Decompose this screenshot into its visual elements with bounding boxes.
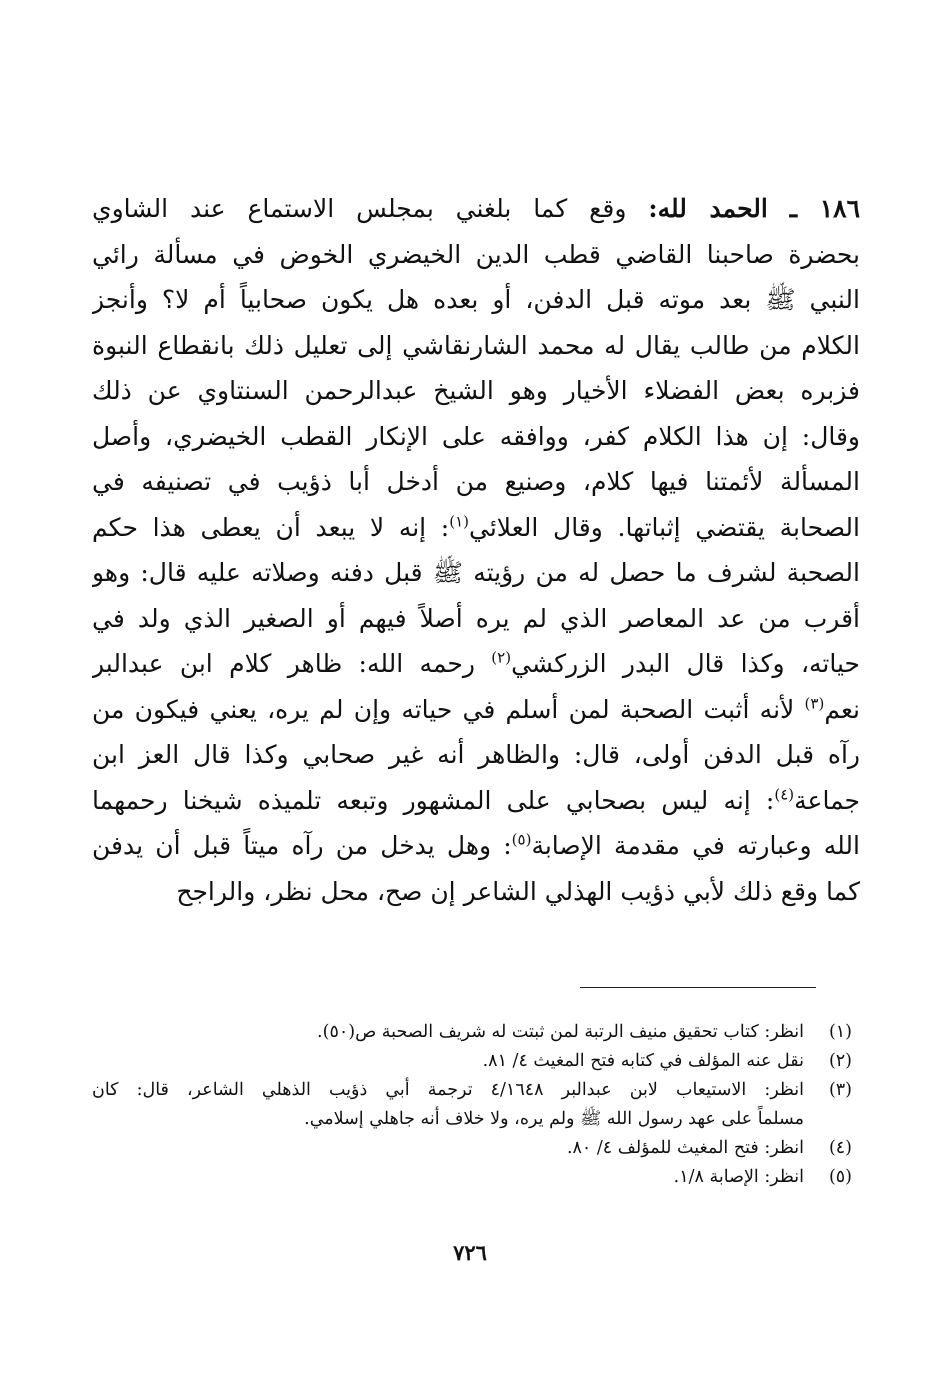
line-text: الله وعبارته في مقدمة الإصابة [531,831,860,860]
footnote-line: نقل عنه المؤلف في كتابه فتح المغيث ٤/ ٨١. [482,1051,804,1071]
line-text: رحمه الله: ظاهر كلام ابن عبدالبر [92,649,475,678]
line-text: : وهل يدخل من رآه ميتاً قبل أن يدفن [92,831,512,860]
line-text: حياته، وكذا قال البدر الزركشي [511,649,860,678]
footnote-text [92,1163,804,1192]
footnote-marker-2[interactable]: (٢) [491,648,512,667]
footnote-separator [580,987,816,988]
line-text: جماعة [794,785,860,815]
page-number: ٧٢٦ [453,1240,487,1265]
footnote-text [92,1047,804,1076]
footnote-2 [92,1047,852,1076]
entry-number: ١٨٦ ـ [789,194,860,223]
line-text: : إنه لا يبعد أن يعطى هذا حكم [92,512,450,542]
line-text: لأنه أثبت الصحبة لمن أسلم في حياته وإن لم يره، يعني فيكون من [92,694,795,724]
footnote-marker-4[interactable]: (٤) [774,785,795,804]
line-text: : إنه ليس بصحابي على المشهور وتبعه تلميذه شيخنا رحمهما [92,785,775,815]
text-line-3: النبي ﷺ بعد موته قبل الدفن، أو بعده هل يكون صحابياً أم لا؟ وأنجز [92,285,860,314]
footnote-number: (٥) [828,1167,852,1187]
footnote-line: انظر: الإصابة ١/٨. [673,1167,804,1187]
text-line-16: كما وقع ذلك لأبي ذؤيب الهذلي الشاعر إن صح، محل نظر، والراجح [176,876,860,906]
text-line-12 [92,687,860,733]
footnote-number: (٤) [828,1138,852,1158]
footnote-text [92,1076,804,1134]
footnote-4 [92,1134,852,1163]
text-line-14 [92,778,860,824]
text-line-11 [92,641,860,687]
line-text: نعم [824,694,860,724]
footnote-5 [92,1163,852,1192]
footnote-line: انظر: الاستيعاب لابن عبدالبر ٤/١٦٤٨ ترجمة أبي ذؤيب الذهلي الشاعر، قال: كان [92,1080,804,1100]
entry-heading: الحمد لله: [648,194,768,223]
text-line-4: الكلام من طالب يقال له محمد الشارنقاشي إلى تعليل ذلك بانقطاع النبوة [92,330,860,360]
footnote-number: (٢) [828,1051,852,1071]
text-line-10: أقرب من عد المعاصر الذي لم يره أصلاً فيهم أو الصغير الذي ولد في [92,603,860,633]
text-line-8 [92,505,860,551]
text-line-9: الصحبة لشرف ما حصل له من رؤيته ﷺ قبل دفنه وصلاته عليه قال: وهو [92,558,860,587]
footnote-marker-3[interactable]: (٣) [804,694,825,713]
footnote-line: مسلماً على عهد رسول الله ﷺ ولم يره، ولا خلاف أنه جاهلي إسلامي. [304,1109,804,1129]
footnotes-section [92,1018,852,1192]
line-text: الصحابة يقتضي إثباتها. وقال العلائي [469,512,860,542]
footnote-text [92,1018,804,1047]
footnote-1 [92,1018,852,1047]
footnote-number: (١) [828,1022,852,1042]
footnote-marker-1[interactable]: (١) [449,512,470,531]
footnote-text [92,1134,804,1163]
text-line-5: فزبره بعض الفضلاء الأخيار وهو الشيخ عبدالرحمن السنتاوي عن ذلك [92,376,860,405]
footnote-line: انظر: كتاب تحقيق منيف الرتبة لمن ثبتت له شريف الصحبة ص(٥٠). [317,1022,804,1042]
footnote-line: انظر: فتح المغيث للمؤلف ٤/ ٨٠. [566,1138,804,1158]
text-line-13: رآه قبل الدفن أولى، قال: والظاهر أنه غير صحابي وكذا قال العز ابن [92,740,860,769]
line-text: وقع كما بلغني بمجلس الاستماع عند الشاوي [92,194,627,223]
text-line-6: وقال: إن هذا الكلام كفر، ووافقه على الإنكار القطب الخيضري، وأصل [92,421,860,451]
footnote-3 [92,1076,852,1134]
text-line-15 [92,823,860,869]
text-line-2: بحضرة صاحبنا القاضي قطب الدين الخيضري الخوض في مسألة رائي [92,239,860,269]
footnote-marker-5[interactable]: (٥) [511,830,532,849]
text-line-1 [92,186,860,232]
text-line-7: المسألة لأئمتنا فيها كلام، وصنيع من أدخل أبا ذؤيب في تصنيفه في [92,467,860,496]
main-text-body [92,186,860,914]
footnote-number: (٣) [828,1080,852,1100]
